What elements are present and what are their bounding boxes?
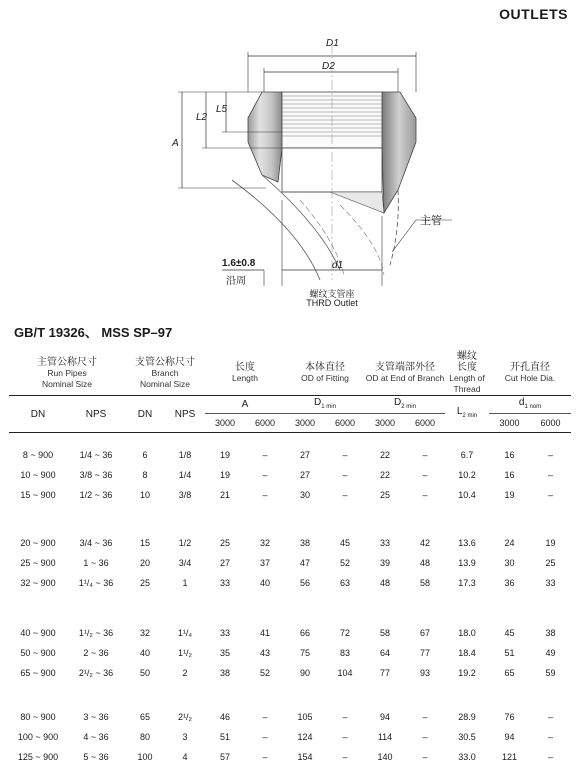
table-cell: 19 — [205, 445, 245, 465]
table-cell: 50 — [125, 663, 165, 683]
l2min-header: $L_{2 min}$ — [445, 396, 489, 433]
table-cell: 33 — [530, 573, 571, 593]
dim-l2-label: L2 — [196, 112, 207, 123]
table-row — [9, 643, 571, 663]
table-row — [9, 707, 571, 727]
table-cell: 49 — [530, 643, 571, 663]
nps-header: NPS — [67, 396, 125, 433]
length-header: 长度 Length — [205, 351, 285, 396]
table-cell: – — [325, 445, 365, 465]
caption-en: THRD Outlet — [290, 298, 374, 308]
table-cell: 2 — [165, 663, 205, 683]
table-cell: 80 — [125, 727, 165, 747]
table-cell: 27 — [285, 445, 325, 465]
caption-cn: 螺纹支管座 — [290, 287, 374, 300]
table-cell: 47 — [285, 553, 325, 573]
outlet-drawing — [0, 30, 582, 320]
table-cell: 35 — [205, 643, 245, 663]
table-cell: 30 — [489, 553, 530, 573]
table-cell: – — [245, 485, 285, 505]
table-cell: 32 — [245, 533, 285, 553]
table-cell: 25 — [205, 533, 245, 553]
table-cell: 100 ~ 900 — [9, 727, 67, 747]
table-cell: 3 ~ 36 — [67, 707, 125, 727]
table-cell: 2¹/₂ — [165, 707, 205, 727]
table-cell: 50 ~ 900 — [9, 643, 67, 663]
table-cell: 121 — [489, 747, 530, 767]
table-cell: 22 — [365, 465, 405, 485]
table-cell: 1/2 — [165, 533, 205, 553]
table-cell: 94 — [365, 707, 405, 727]
d1nom-header: $d_{1 nom}$ — [489, 396, 571, 414]
d2-6000: 6000 — [405, 414, 445, 433]
table-cell: 94 — [489, 727, 530, 747]
table-cell: – — [530, 465, 571, 485]
table-cell: 100 — [125, 747, 165, 767]
table-cell: 75 — [285, 643, 325, 663]
table-cell: 10 ~ 900 — [9, 465, 67, 485]
table-cell: 25 — [125, 573, 165, 593]
table-cell: 3/4 ~ 36 — [67, 533, 125, 553]
cut-hole-header: 开孔直径 Cut Hole Dia. — [489, 351, 571, 396]
table-cell: – — [325, 465, 365, 485]
dim-d1-bottom-label: d1 — [332, 260, 343, 271]
table-cell: 1/4 ~ 36 — [67, 445, 125, 465]
table-cell: 1¹/₂ ~ 36 — [67, 623, 125, 643]
table-row — [9, 485, 571, 505]
table-cell: – — [405, 747, 445, 767]
a-6000: 6000 — [245, 414, 285, 433]
table-cell: 13.9 — [445, 553, 489, 573]
table-cell: 43 — [245, 643, 285, 663]
table-cell: 18.0 — [445, 623, 489, 643]
table-row — [9, 623, 571, 643]
table-cell: – — [325, 747, 365, 767]
table-cell: – — [405, 485, 445, 505]
table-cell: 154 — [285, 747, 325, 767]
table-cell: 13.6 — [445, 533, 489, 553]
table-cell: 2 ~ 36 — [67, 643, 125, 663]
table-cell: 1/8 — [165, 445, 205, 465]
table-cell: 36 — [489, 573, 530, 593]
table-cell: 104 — [325, 663, 365, 683]
table-row — [9, 663, 571, 683]
table-cell: 66 — [285, 623, 325, 643]
od-branch-header: 支管端部外径 OD at End of Branch — [365, 351, 445, 396]
table-cell: 3/8 — [165, 485, 205, 505]
table-cell: 1/4 — [165, 465, 205, 485]
a-3000: 3000 — [205, 414, 245, 433]
table-cell: – — [405, 465, 445, 485]
dim-l5-label: L5 — [216, 104, 227, 115]
dn-header: DN — [9, 396, 67, 433]
table-cell: 42 — [405, 533, 445, 553]
table-cell: 30 — [285, 485, 325, 505]
a-header: A — [205, 396, 285, 414]
group-spacer — [9, 505, 571, 533]
table-cell: 8 — [125, 465, 165, 485]
hole-6000: 6000 — [530, 414, 571, 433]
table-cell: 10 — [125, 485, 165, 505]
table-cell: 10.4 — [445, 485, 489, 505]
table-cell: 22 — [365, 445, 405, 465]
table-cell: 76 — [489, 707, 530, 727]
table-cell: 10.2 — [445, 465, 489, 485]
table-cell: 20 ~ 900 — [9, 533, 67, 553]
table-row — [9, 747, 571, 767]
table-cell: 65 ~ 900 — [9, 663, 67, 683]
table-cell: 51 — [205, 727, 245, 747]
table-cell: 140 — [365, 747, 405, 767]
table-cell: 33 — [205, 623, 245, 643]
table-row — [9, 553, 571, 573]
header-row-2 — [9, 396, 571, 414]
table-cell: 19.2 — [445, 663, 489, 683]
table-cell: 38 — [205, 663, 245, 683]
d2-3000: 3000 — [365, 414, 405, 433]
table-cell: – — [530, 727, 571, 747]
table-cell: – — [530, 485, 571, 505]
table-cell: 17.3 — [445, 573, 489, 593]
group-spacer — [9, 683, 571, 707]
table-cell: 28.9 — [445, 707, 489, 727]
table-cell: 8 ~ 900 — [9, 445, 67, 465]
table-cell: 19 — [205, 465, 245, 485]
table-cell: 40 — [125, 643, 165, 663]
page-title: OUTLETS — [499, 6, 568, 22]
dim-a-label: A — [172, 138, 179, 149]
table-cell: 32 — [125, 623, 165, 643]
table-cell: 125 ~ 900 — [9, 747, 67, 767]
table-cell: 57 — [205, 747, 245, 767]
table-cell: 1 ~ 36 — [67, 553, 125, 573]
table-cell: 90 — [285, 663, 325, 683]
table-cell: 3/4 — [165, 553, 205, 573]
weld-callout: 沿周 — [226, 272, 246, 287]
table-row — [9, 533, 571, 553]
nps2-header: NPS — [165, 396, 205, 433]
table-cell: 5 ~ 36 — [67, 747, 125, 767]
table-row — [9, 445, 571, 465]
table-cell: 41 — [245, 623, 285, 643]
d1-6000: 6000 — [325, 414, 365, 433]
table-cell: 27 — [205, 553, 245, 573]
table-cell: 114 — [365, 727, 405, 747]
table-cell: 40 ~ 900 — [9, 623, 67, 643]
table-cell: 33.0 — [445, 747, 489, 767]
table-cell: 32 ~ 900 — [9, 573, 67, 593]
table-cell: 63 — [325, 573, 365, 593]
table-cell: 2¹/₂ ~ 36 — [67, 663, 125, 683]
hole-3000: 3000 — [489, 414, 530, 433]
standard-label: GB/T 19326、 MSS SP–97 — [14, 322, 172, 341]
table-cell: 20 — [125, 553, 165, 573]
table-cell: – — [530, 747, 571, 767]
d1min-header: $D_{1 min}$ — [285, 396, 365, 414]
dim-d1-label: D1 — [326, 38, 339, 49]
table-cell: 45 — [325, 533, 365, 553]
table-cell: 51 — [489, 643, 530, 663]
table-cell: 124 — [285, 727, 325, 747]
table-cell: 58 — [365, 623, 405, 643]
d1-3000: 3000 — [285, 414, 325, 433]
table-cell: 4 ~ 36 — [67, 727, 125, 747]
table-cell: 25 — [530, 553, 571, 573]
branch-header: 支管公称尺寸 Branch Nominal Size — [125, 351, 205, 396]
table-cell: 1¹/₄ — [165, 623, 205, 643]
table-cell: – — [245, 445, 285, 465]
table-cell: – — [245, 707, 285, 727]
table-cell: 27 — [285, 465, 325, 485]
table-cell: 1¹/₄ ~ 36 — [67, 573, 125, 593]
group-spacer — [9, 593, 571, 623]
od-fitting-header: 本体直径 OD of Fitting — [285, 351, 365, 396]
table-cell: 40 — [245, 573, 285, 593]
table-body — [9, 433, 571, 767]
table-cell: 1¹/₂ — [165, 643, 205, 663]
table-cell: 58 — [405, 573, 445, 593]
table-cell: 30.5 — [445, 727, 489, 747]
header-row-1 — [9, 351, 571, 396]
table-cell: 1 — [165, 573, 205, 593]
group-spacer — [9, 433, 571, 446]
thread-header: 螺纹 长度 Length of Thread — [445, 351, 489, 396]
table-cell: – — [405, 445, 445, 465]
table-cell: 19 — [530, 533, 571, 553]
table-cell: 48 — [405, 553, 445, 573]
table-cell: 46 — [205, 707, 245, 727]
table-cell: 6.7 — [445, 445, 489, 465]
dim-gap-label: 1.6±0.8 — [222, 258, 255, 269]
table-cell: 67 — [405, 623, 445, 643]
table-cell: 72 — [325, 623, 365, 643]
table-cell: 59 — [530, 663, 571, 683]
table-cell: 3/8 ~ 36 — [67, 465, 125, 485]
main-pipe-callout: 主管 — [420, 212, 442, 228]
table-cell: 64 — [365, 643, 405, 663]
table-cell: 52 — [245, 663, 285, 683]
table-cell: 24 — [489, 533, 530, 553]
table-cell: – — [325, 727, 365, 747]
table-cell: 48 — [365, 573, 405, 593]
table-cell: 105 — [285, 707, 325, 727]
table-cell: 15 — [125, 533, 165, 553]
table-cell: – — [325, 707, 365, 727]
table-cell: 77 — [405, 643, 445, 663]
table-cell: 16 — [489, 465, 530, 485]
table-cell: 45 — [489, 623, 530, 643]
table-cell: 38 — [530, 623, 571, 643]
table-cell: 80 ~ 900 — [9, 707, 67, 727]
table-cell: – — [245, 747, 285, 767]
table-cell: – — [245, 465, 285, 485]
table-cell: 33 — [205, 573, 245, 593]
table-row — [9, 573, 571, 593]
table-cell: 77 — [365, 663, 405, 683]
table-cell: – — [325, 485, 365, 505]
table-cell: 39 — [365, 553, 405, 573]
table-cell: – — [530, 707, 571, 727]
table-cell: 25 — [365, 485, 405, 505]
table-cell: 16 — [489, 445, 530, 465]
table-cell: 52 — [325, 553, 365, 573]
d2min-header: $D_{2 min}$ — [365, 396, 445, 414]
table-cell: 65 — [125, 707, 165, 727]
spec-table — [9, 351, 571, 767]
table-cell: 19 — [489, 485, 530, 505]
table-cell: 3 — [165, 727, 205, 747]
dim-d2-label: D2 — [322, 61, 335, 72]
table-cell: 18.4 — [445, 643, 489, 663]
table-cell: 93 — [405, 663, 445, 683]
table-cell: 37 — [245, 553, 285, 573]
table-cell: 15 ~ 900 — [9, 485, 67, 505]
table-cell: – — [530, 445, 571, 465]
table-row — [9, 727, 571, 747]
table-cell: 4 — [165, 747, 205, 767]
table-cell: 38 — [285, 533, 325, 553]
table-cell: – — [405, 727, 445, 747]
table-cell: 21 — [205, 485, 245, 505]
table-cell: 25 ~ 900 — [9, 553, 67, 573]
table-cell: 6 — [125, 445, 165, 465]
table-cell: 1/2 ~ 36 — [67, 485, 125, 505]
table-cell: 56 — [285, 573, 325, 593]
table-cell: – — [405, 707, 445, 727]
dn2-header: DN — [125, 396, 165, 433]
run-header: 主管公称尺寸 Run Pipes Nominal Size — [9, 351, 125, 396]
table-cell: – — [245, 727, 285, 747]
table-cell: 83 — [325, 643, 365, 663]
table-cell: 65 — [489, 663, 530, 683]
table-row — [9, 465, 571, 485]
table-cell: 33 — [365, 533, 405, 553]
